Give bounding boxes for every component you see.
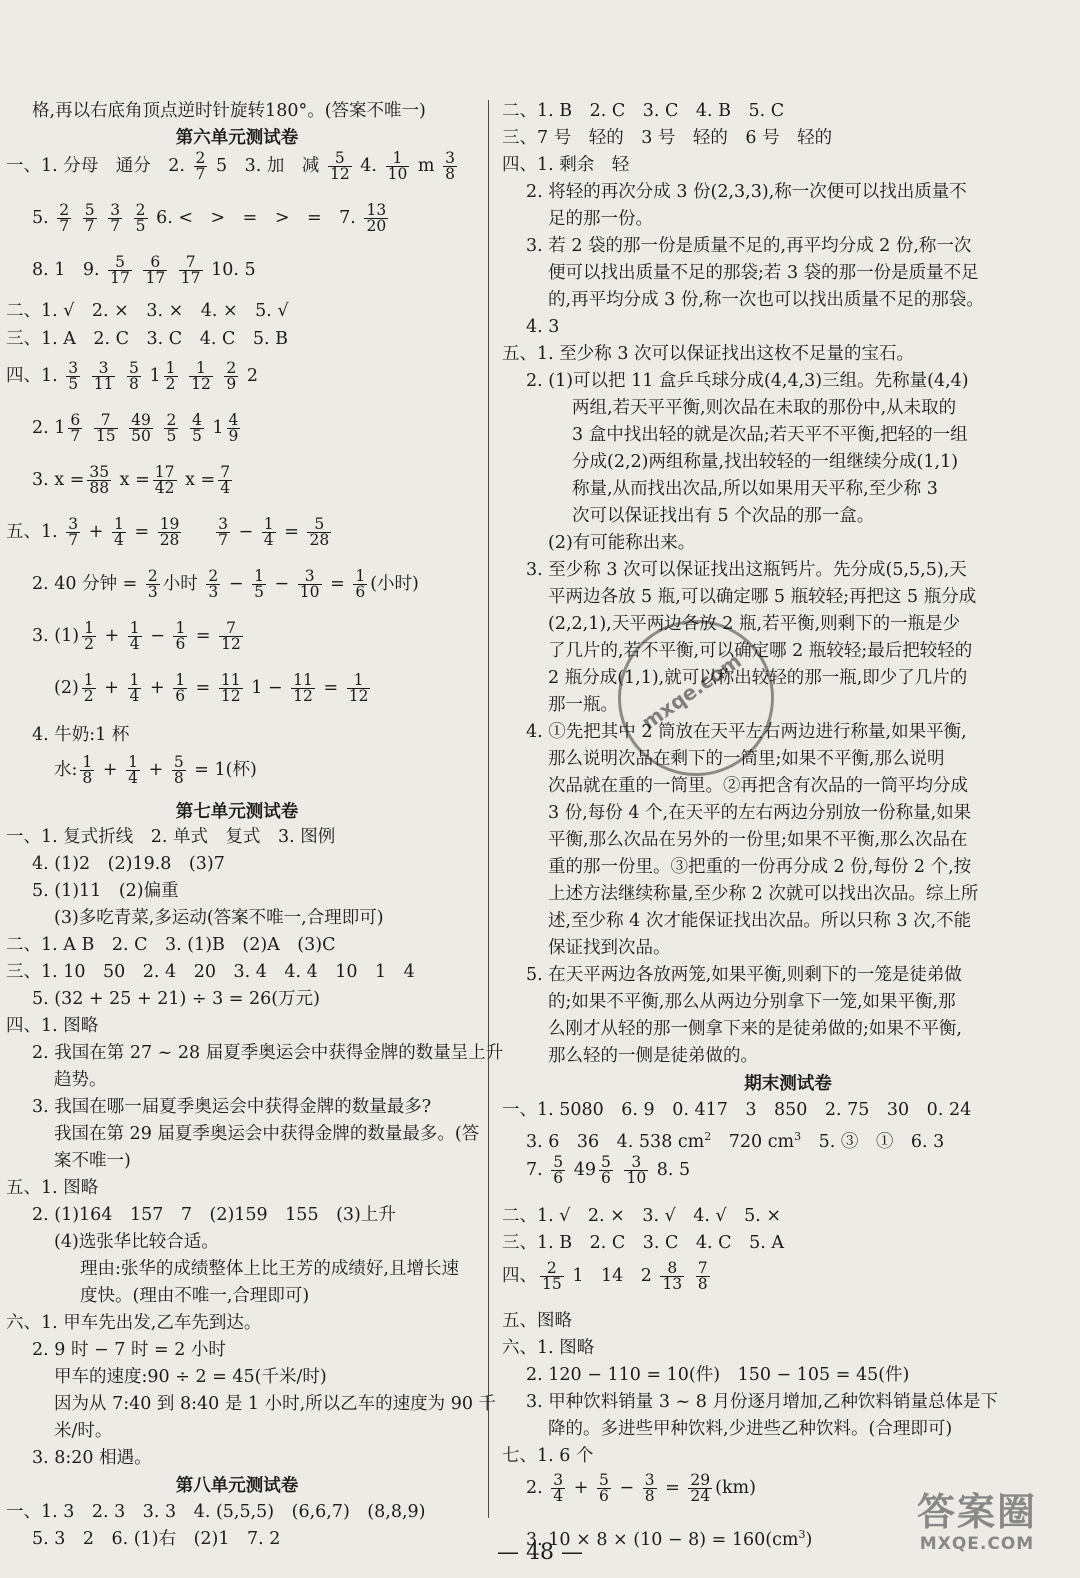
fraction: $\frac{2}{5}$ [135, 200, 146, 235]
right-line: 称量,从而找出次品,所以如果用天平称,至少称 3 [572, 479, 938, 499]
unit6-line-5: 三、1. A 2. C 3. C 4. C 5. B [6, 329, 288, 349]
final-line-10: 3. 甲种饮料销量 3 ~ 8 月份逐月增加,乙种饮料销量总体是下 [526, 1392, 999, 1412]
fraction: $\frac{1}{4}$ [128, 752, 138, 787]
unit7-line: 理由:张华的成绩整体上比王芳的成绩好,且增长速 [80, 1259, 459, 1279]
unit7-line: (4)选张华比较合适。 [54, 1232, 219, 1252]
fraction: $\frac{1}{4}$ [263, 514, 274, 549]
unit7-line: 甲车的速度:90 ÷ 2 = 45(千米/时) [54, 1367, 327, 1387]
final-line-8: 六、1. 图略 [502, 1338, 595, 1358]
right-line: 便可以找出质量不足的那袋;若 3 袋的那一份是质量不足 [548, 263, 979, 283]
unit6-line-9: 五、1. $\frac{3}{7}$ + $\frac{1}{4}$ = $\frac{19}{28}$ $\frac{3}{7}$ − $\frac{1}{4}$ = $\frac{5}{28}$ [6, 514, 330, 549]
fraction: $\frac{11}{12}$ [220, 670, 241, 705]
final-line-11: 降的。多进些甲种饮料,少进些乙种饮料。(合理即可) [548, 1419, 953, 1439]
fraction: $\frac{2}{15}$ [542, 1258, 562, 1293]
final-exam-title: 期末测试卷 [744, 1074, 832, 1094]
fraction: $\frac{7}{4}$ [220, 462, 231, 497]
fraction: $\frac{6}{17}$ [145, 252, 166, 287]
right-line: 次可以保证找出有 5 个次品的那一盒。 [572, 506, 875, 526]
right-line: 3 盒中找出轻的就是次品;若天平不平衡,把轻的一组 [572, 425, 968, 445]
unit6-line-6: 四、1. $\frac{3}{5}$ $\frac{3}{11}$ $\frac{5}{8}$ 1 $\frac{1}{2}$ $\frac{1}{12}$ $\frac{2}{9}$ 2 [6, 358, 258, 393]
unit7-line: 4. (1)2 (2)19.8 (3)7 [32, 854, 225, 874]
fraction: $\frac{5}{12}$ [329, 148, 350, 183]
unit6-line-4: 二、1. √ 2. × 3. × 4. × 5. √ [6, 301, 289, 321]
right-line: (2,2,1),天平两边各放 2 瓶,若平衡,则剩下的一瓶是少 [548, 614, 961, 634]
fraction: $\frac{3}{7}$ [218, 514, 228, 549]
unit7-title: 第七单元测试卷 [175, 802, 299, 822]
fraction: $\frac{1}{2}$ [165, 358, 176, 393]
right-line: 4. 3 [526, 317, 560, 337]
fraction: $\frac{1}{12}$ [348, 670, 369, 705]
unit7-line: 趋势。 [54, 1070, 107, 1090]
unit7-line: 四、1. 图略 [6, 1016, 99, 1036]
unit6-line-11: 3. (1) $\frac{1}{2}$ + $\frac{1}{4}$ − $\frac{1}{6}$ = $\frac{7}{12}$ [32, 618, 241, 653]
right-line: 五、1. 至少称 3 次可以保证找出这枚不足量的宝石。 [502, 344, 915, 364]
fraction: $\frac{35}{88}$ [89, 462, 110, 497]
fraction: $\frac{3}{8}$ [445, 148, 455, 183]
fraction: $\frac{13}{20}$ [366, 200, 387, 235]
fraction: $\frac{7}{8}$ [697, 1258, 708, 1293]
unit6-title: 第六单元测试卷 [175, 128, 299, 148]
unit6-line-3: 8. 1 9. $\frac{5}{17}$ $\frac{6}{17}$ $\frac{7}{17}$ 10. 5 [32, 252, 256, 287]
final-line-1: 一、1. 5080 6. 9 0. 417 3 850 2. 75 30 0. 24 [502, 1100, 972, 1120]
right-line: 么刚才从轻的那一侧拿下来的是徒弟做的;如果不平衡, [548, 1019, 962, 1039]
right-line: 3 份,每份 4 个,在天平的左右两边分别放一份称量,如果 [548, 803, 972, 823]
final-line-9: 2. 120 − 110 = 10(件) 150 − 105 = 45(件) [526, 1365, 910, 1385]
right-line: 平衡,那么次品在另外的一份里;如果不平衡,那么次品在 [548, 830, 968, 850]
unit7-line: 3. 8:20 相遇。 [32, 1448, 152, 1468]
fraction: $\frac{4}{9}$ [228, 410, 239, 445]
unit6-line-14: 水: $\frac{1}{8}$ + $\frac{1}{4}$ + $\frac{5}{8}$ = 1(杯) [54, 752, 257, 787]
final-line-3: 7. $\frac{5}{6}$ 49 $\frac{5}{6}$ $\frac{3}{10}$ 8. 5 [526, 1152, 691, 1187]
fraction: $\frac{49}{50}$ [131, 410, 151, 445]
final-line-6: 四、 $\frac{2}{15}$ 1 14 2 $\frac{8}{13}$ $\frac{7}{8}$ [502, 1258, 708, 1293]
fraction: $\frac{2}{3}$ [147, 566, 158, 601]
unit7-line: 3. 我国在哪一届夏季奥运会中获得金牌的数量最多? [32, 1097, 432, 1117]
right-line: 述,至少称 4 次才能保证找出次品。所以只称 3 次,不能 [548, 911, 972, 931]
final-line-4: 二、1. √ 2. × 3. √ 4. √ 5. × [502, 1206, 782, 1226]
fraction: $\frac{17}{42}$ [154, 462, 175, 497]
fraction: $\frac{3}{4}$ [553, 1470, 564, 1505]
right-line: 四、1. 剩余 轻 [502, 155, 630, 175]
final-line-7: 五、图略 [502, 1311, 572, 1331]
fraction: $\frac{1}{4}$ [129, 670, 140, 705]
right-line: 那么轻的一侧是徒弟做的。 [548, 1046, 758, 1066]
right-line: 上述方法继续称量,至少称 2 次就可以找出次品。综上所 [548, 884, 979, 904]
right-line: 3. 若 2 袋的那一份是质量不足的,再平均分成 2 份,称一次 [526, 236, 972, 256]
corner-logo [896, 1490, 1058, 1560]
unit7-line: 5. (32 + 25 + 21) ÷ 3 = 26(万元) [32, 989, 320, 1009]
fraction: $\frac{8}{13}$ [662, 1258, 683, 1293]
unit8-line: 5. 3 2 6. (1)右 (2)1 7. 2 [32, 1529, 281, 1549]
fraction: $\frac{2}{5}$ [166, 410, 177, 445]
fraction: $\frac{1}{4}$ [129, 618, 140, 653]
unit6-line-12: (2) $\frac{1}{2}$ + $\frac{1}{4}$ + $\frac{1}{6}$ = $\frac{11}{12}$ 1 − $\frac{11}{12}$ = $\frac{1}{12}$ [54, 670, 369, 705]
fraction: $\frac{1}{4}$ [113, 514, 124, 549]
fraction: $\frac{19}{28}$ [159, 514, 180, 549]
fraction: $\frac{3}{11}$ [93, 358, 114, 393]
fraction: $\frac{1}{12}$ [191, 358, 211, 393]
fraction: $\frac{29}{24}$ [690, 1470, 711, 1505]
fraction: $\frac{1}{10}$ [387, 148, 408, 183]
right-line: 的,再平均分成 3 份,称一次也可以找出质量不足的那袋。 [548, 290, 984, 310]
fraction: $\frac{5}{8}$ [173, 752, 184, 787]
fraction: $\frac{1}{5}$ [254, 566, 264, 601]
unit7-line: 二、1. A B 2. C 3. (1)B (2)A (3)C [6, 935, 336, 955]
fraction: $\frac{7}{15}$ [95, 410, 116, 445]
fraction: $\frac{3}{10}$ [626, 1152, 647, 1187]
unit6-line-1: 一、1. 分母 通分 2. $\frac{2}{7}$ 5 3. 加 减 $\frac{5}{12}$ 4. $\frac{1}{10}$ m $\frac{3}{8}$ [6, 148, 455, 183]
fraction: $\frac{11}{12}$ [293, 670, 313, 705]
final-line-12: 七、1. 6 个 [502, 1446, 594, 1466]
unit7-line: 一、1. 复式折线 2. 单式 复式 3. 图例 [6, 827, 336, 847]
right-line: 5. 在天平两边各放两笼,如果平衡,则剩下的一笼是徒弟做 [526, 965, 962, 985]
fraction: $\frac{2}{9}$ [226, 358, 237, 393]
unit7-line: 2. 9 时 − 7 时 = 2 小时 [32, 1340, 226, 1360]
unit6-line-7: 2. 1 $\frac{6}{7}$ $\frac{7}{15}$ $\frac{49}{50}$ $\frac{2}{5}$ $\frac{4}{5}$ 1 $\frac{4}{9}$ [32, 410, 239, 445]
right-line: 4. ①先把其中 2 筒放在天平左右两边进行称量,如果平衡, [526, 722, 967, 742]
fraction: $\frac{1}{2}$ [83, 670, 94, 705]
final-line-5: 三、1. B 2. C 3. C 4. C 5. A [502, 1233, 784, 1253]
logo-main-text: 答案圈 [916, 1490, 1037, 1534]
watermark-text: mxqe.com [637, 648, 746, 735]
fraction: $\frac{2}{7}$ [195, 148, 206, 183]
right-line: 那一瓶。 [548, 695, 618, 715]
fraction: $\frac{3}{7}$ [110, 200, 121, 235]
fraction: $\frac{6}{7}$ [70, 410, 81, 445]
fraction: $\frac{5}{6}$ [598, 1470, 609, 1505]
fraction: $\frac{3}{8}$ [644, 1470, 655, 1505]
right-line: 三、7 号 轻的 3 号 轻的 6 号 轻的 [502, 128, 833, 148]
unit6-line-10: 2. 40 分钟 = $\frac{2}{3}$ 小时 $\frac{2}{3}$ − $\frac{1}{5}$ − $\frac{3}{10}$ = $\frac{1}{6}$ (小时) [32, 566, 419, 601]
fraction: $\frac{7}{12}$ [221, 618, 241, 653]
fraction: $\frac{7}{17}$ [180, 252, 201, 287]
fraction: $\frac{4}{5}$ [191, 410, 202, 445]
right-line: 分成(2,2)两组称量,找出较轻的一组继续分成(1,1) [572, 452, 959, 472]
unit6-line-13: 4. 牛奶:1 杯 [32, 725, 130, 745]
right-line: 二、1. B 2. C 3. C 4. B 5. C [502, 101, 785, 121]
unit8-title: 第八单元测试卷 [175, 1476, 299, 1496]
unit7-line: 度快。(理由不唯一,合理即可) [80, 1286, 310, 1306]
unit7-line: 5. (1)11 (2)偏重 [32, 881, 179, 901]
right-line: 2 瓶分成(1,1),就可以称出较轻的那一瓶,即少了几片的 [548, 668, 968, 688]
fraction: $\frac{1}{6}$ [355, 566, 366, 601]
right-line: 平两边各放 5 瓶,可以确定哪 5 瓶较轻;再把这 5 瓶分成 [548, 587, 977, 607]
final-line-2: 3. 6 36 4. 538 $cm^2$ 720 $cm^3$ 5. ③ ① 6. 3 [526, 1130, 945, 1152]
unit7-line: 五、1. 图略 [6, 1178, 99, 1198]
logo-sub-text: MXQE.COM [919, 1534, 1035, 1554]
right-line: 两组,若天平平衡,则次品在未取的那份中,从未取的 [572, 398, 957, 418]
right-line: 次品就在重的一筒里。②再把含有次品的一筒平均分成 [548, 776, 968, 796]
intro-line: 格,再以右底角顶点逆时针旋转180°。(答案不唯一) [32, 101, 426, 121]
fraction: $\frac{2}{3}$ [208, 566, 219, 601]
right-line: 的;如果不平衡,那么从两边分别拿下一笼,如果平衡,那 [548, 992, 956, 1012]
unit6-line-2: 5. $\frac{2}{7}$ $\frac{5}{7}$ $\frac{3}{7}$ $\frac{2}{5}$ 6. < > = > = 7. $\frac{13}{20}$ [32, 200, 387, 235]
fraction: $\frac{5}{17}$ [110, 252, 130, 287]
column-divider [488, 100, 489, 1518]
right-line: 2. 将轻的再次分成 3 份(2,3,3),称一次便可以找出质量不 [526, 182, 967, 202]
unit7-line: 六、1. 甲车先出发,乙车先到达。 [6, 1313, 262, 1333]
fraction: $\frac{1}{2}$ [84, 618, 94, 653]
right-line: 保证找到次品。 [548, 938, 671, 958]
fraction: $\frac{3}{5}$ [68, 358, 79, 393]
final-line-14: 3. $10 \times 8 \times (10 - 8) = 160(cm^3)$ [526, 1528, 813, 1550]
right-line: 3. 至少称 3 次可以保证找出这瓶钙片。先分成(5,5,5),天 [526, 560, 967, 580]
fraction: $\frac{5}{8}$ [129, 358, 139, 393]
fraction: $\frac{1}{6}$ [175, 670, 186, 705]
fraction: $\frac{1}{8}$ [82, 752, 93, 787]
fraction: $\frac{1}{6}$ [175, 618, 186, 653]
final-line-13: 2. $\frac{3}{4}$ + $\frac{5}{6}$ − $\frac{3}{8}$ = $\frac{29}{24}$ (km) [526, 1470, 756, 1505]
unit6-line-8: 3. x = $\frac{35}{88}$ x = $\frac{17}{42}$ x = $\frac{7}{4}$ [32, 462, 231, 497]
fraction: $\frac{5}{28}$ [309, 514, 330, 549]
fraction: $\frac{5}{6}$ [553, 1152, 564, 1187]
fraction: $\frac{2}{7}$ [59, 200, 70, 235]
fraction: $\frac{5}{7}$ [84, 200, 95, 235]
right-line: 2. (1)可以把 11 盒乒乓球分成(4,4,3)三组。先称量(4,4) [526, 371, 969, 391]
fraction: $\frac{3}{10}$ [299, 566, 320, 601]
unit7-line: 案不唯一) [54, 1151, 131, 1171]
unit7-line: (3)多吃青菜,多运动(答案不唯一,合理即可) [54, 908, 384, 928]
unit7-line: 因为从 7:40 到 8:40 是 1 小时,所以乙车的速度为 90 千 [54, 1394, 497, 1414]
right-line: 那么说明次品在剩下的一筒里;如果不平衡,那么说明 [548, 749, 945, 769]
right-line: 重的那一份里。③把重的一份再分成 2 份,每份 2 个,按 [548, 857, 972, 877]
unit7-line: 2. (1)164 157 7 (2)159 155 (3)上升 [32, 1205, 396, 1225]
right-line: 了几片的,若不平衡,可以确定哪 2 瓶较轻;最后把较轻的 [548, 641, 973, 661]
unit7-line: 三、1. 10 50 2. 4 20 3. 4 4. 4 10 1 4 [6, 962, 415, 982]
right-line: (2)有可能称出来。 [548, 533, 696, 553]
page-number: — 48 — [497, 1540, 583, 1565]
unit7-line: 米/时。 [54, 1421, 113, 1441]
unit7-line: 我国在第 29 届夏季奥运会中获得金牌的数量最多。(答 [54, 1124, 480, 1144]
unit8-line: 一、1. 3 2. 3 3. 3 4. (5,5,5) (6,6,7) (8,8,9) [6, 1502, 426, 1522]
unit7-line: 2. 我国在第 27 ~ 28 届夏季奥运会中获得金牌的数量呈上升 [32, 1043, 504, 1063]
fraction: $\frac{5}{6}$ [601, 1152, 611, 1187]
fraction: $\frac{3}{7}$ [68, 514, 79, 549]
right-line: 足的那一份。 [548, 209, 653, 229]
